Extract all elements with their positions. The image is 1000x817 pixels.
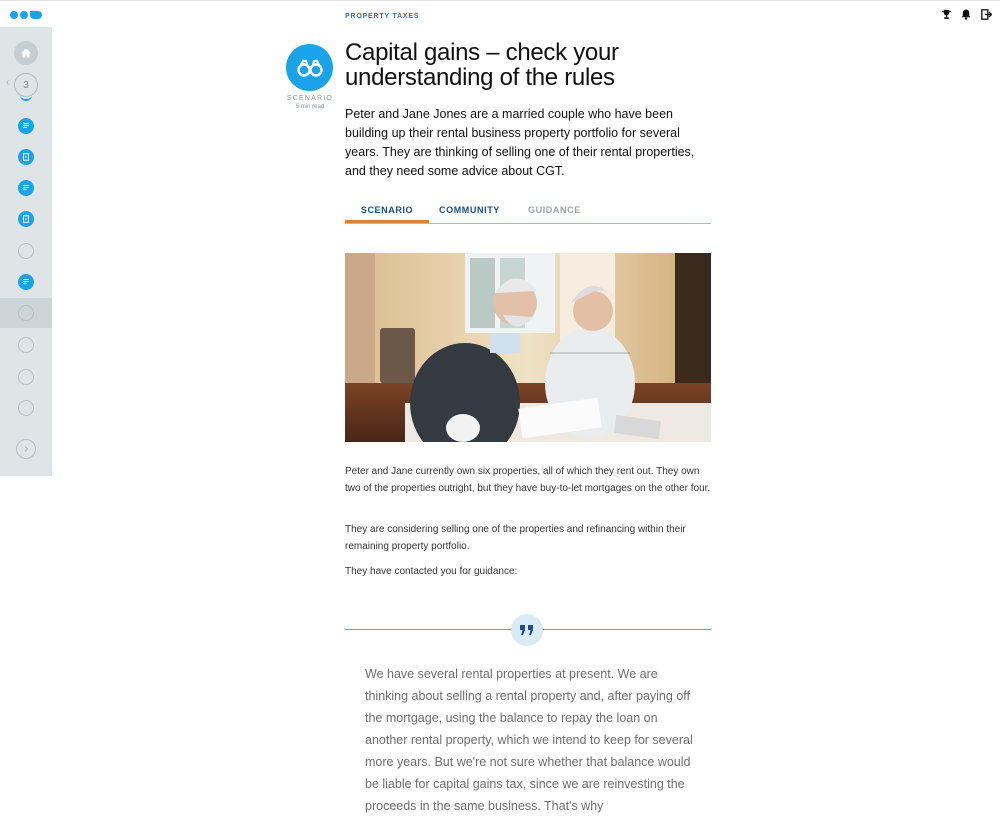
lesson-number: 3 (23, 79, 29, 91)
quote-icon (511, 614, 543, 646)
bell-icon[interactable] (960, 7, 972, 21)
progress-arc (20, 95, 32, 101)
scenario-badge (286, 44, 333, 91)
thumb-icon[interactable] (18, 400, 34, 416)
collapse-arrow-icon[interactable]: ‹ (6, 77, 10, 88)
lede-paragraph: Peter and Jane Jones are a married couple who have been building up their rental business property portfolio for several years. They are thinking of selling one of their rental properties, and they need some advice about CGT. (345, 107, 695, 178)
logo-dot (30, 11, 42, 19)
top-toolbar (940, 7, 992, 21)
read-time: 5 min read (295, 104, 325, 110)
tab-scenario[interactable]: SCENARIO (360, 205, 414, 215)
page-title: Capital gains – check your understanding of the rules (345, 39, 619, 91)
scenario-photo (345, 253, 711, 442)
tab-guidance[interactable]: GUIDANCE (528, 205, 581, 215)
body-paragraph: They are considering selling one of the properties and refinancing within their remaining property portfolio. (345, 524, 686, 552)
quiz-icon[interactable] (18, 243, 34, 259)
quote-text: We have several rental properties at present. We are thinking about selling a rental property and, after paying off the mortgage, using the balance to repay the loan on another rental property, which we intend to keep for several more years. But we're not sure whether that balance would be liable for capital gains tax, since we are reinvesting the proceeds in the same business. That's why (365, 667, 693, 813)
body-paragraph: They have contacted you for guidance: (345, 566, 518, 577)
pdf-icon[interactable] (18, 149, 34, 165)
next-arrow-icon[interactable] (16, 439, 36, 459)
check-icon[interactable] (18, 369, 34, 385)
body-paragraph: Peter and Jane currently own six properties, all of which they rent out. They own two of the properties outright, but they have buy-to-let mortgages on the other four. (345, 466, 711, 494)
breadcrumb[interactable]: PROPERTY TAXES (345, 13, 420, 20)
tab-community[interactable]: COMMUNITY (439, 205, 500, 215)
home-icon[interactable] (14, 41, 38, 65)
doc-icon[interactable] (18, 274, 34, 290)
logo-dot (10, 11, 18, 19)
chat-icon[interactable] (18, 337, 34, 353)
trophy-icon[interactable] (940, 7, 952, 21)
binoculars-icon (297, 59, 323, 77)
badge-label: SCENARIO (286, 95, 334, 102)
lesson-progress (14, 73, 38, 97)
top-border (0, 0, 1000, 1)
doc-icon[interactable] (18, 118, 34, 134)
doc-icon[interactable] (18, 180, 34, 196)
scenario-icon[interactable] (18, 305, 34, 321)
pdf-icon[interactable] (18, 211, 34, 227)
logo-dot (20, 11, 28, 19)
logout-icon[interactable] (980, 7, 992, 21)
tab-bar (345, 201, 711, 224)
sidebar (0, 27, 52, 476)
app-logo[interactable] (10, 11, 42, 19)
active-tab-indicator (345, 220, 429, 223)
